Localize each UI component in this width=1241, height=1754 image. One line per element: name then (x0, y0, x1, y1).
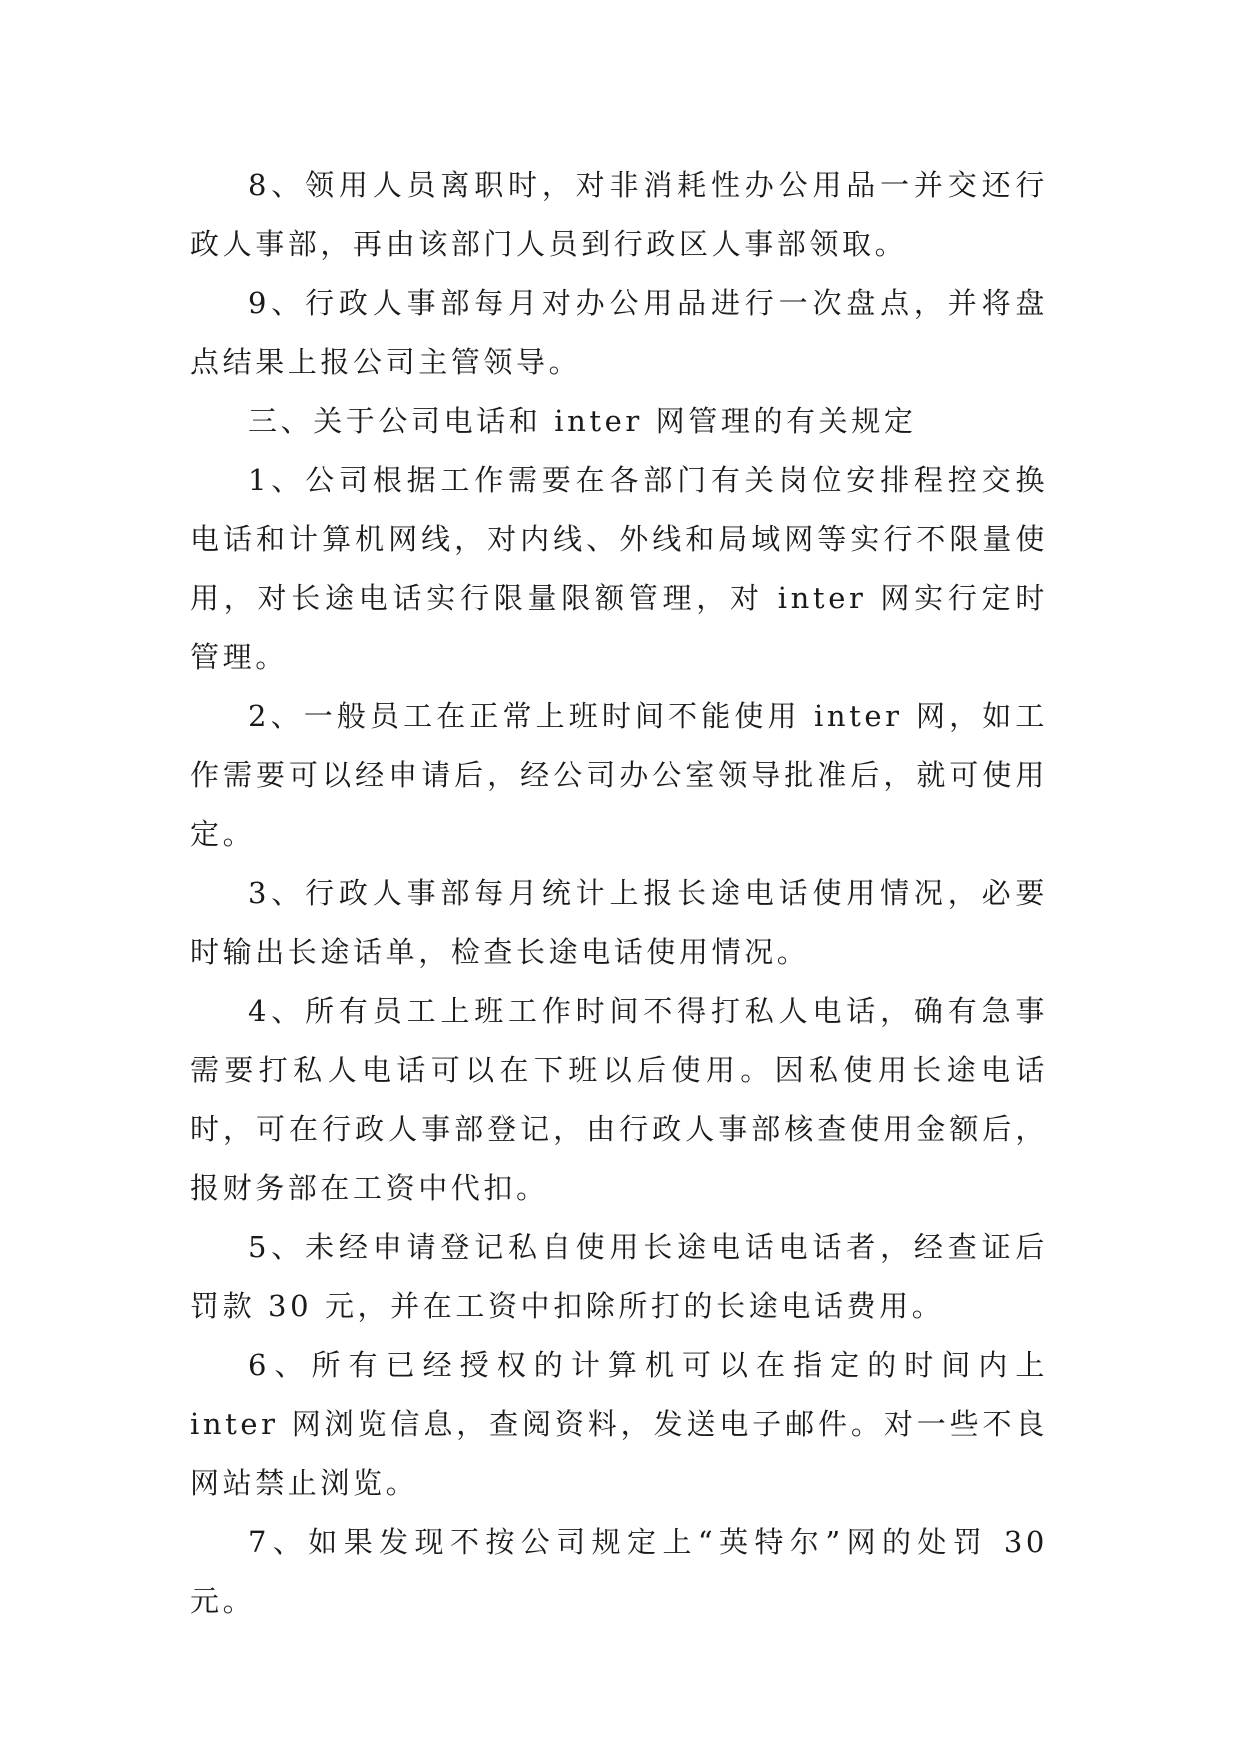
paragraph-item-9: 9、行政人事部每月对办公用品进行一次盘点，并将盘点结果上报公司主管领导。 (190, 286, 1048, 379)
document-body (190, 156, 1048, 1631)
paragraph-rule-4: 4、所有员工上班工作时间不得打私人电话，确有急事需要打私人电话可以在下班以后使用。因私使用长途电话时，可在行政人事部登记，由行政人事部核查使用金额后，报财务部在工资中代扣。 (190, 994, 1048, 1205)
paragraph-rule-5: 5、未经申请登记私自使用长途电话电话者，经查证后罚款 30 元，并在工资中扣除所打的长途电话费用。 (190, 1230, 1048, 1323)
paragraph-rule-3: 3、行政人事部每月统计上报长途电话使用情况，必要时输出长途话单，检查长途电话使用情况。 (190, 876, 1048, 969)
paragraph-rule-7: 7、如果发现不按公司规定上“英特尔”网的处罚 30 元。 (190, 1525, 1048, 1618)
paragraph-rule-6: 6、所有已经授权的计算机可以在指定的时间内上 inter 网浏览信息，查阅资料，发送电子邮件。对一些不良网站禁止浏览。 (190, 1348, 1048, 1500)
paragraph-rule-1: 1、公司根据工作需要在各部门有关岗位安排程控交换电话和计算机网线，对内线、外线和局域网等实行不限量使用，对长途电话实行限量限额管理，对 inter 网实行定时管理。 (190, 463, 1048, 674)
paragraph-rule-2: 2、一般员工在正常上班时间不能使用 inter 网，如工作需要可以经申请后，经公司办公室领导批准后，就可使用定。 (190, 699, 1048, 851)
section-heading-3: 三、关于公司电话和 inter 网管理的有关规定 (248, 404, 917, 438)
paragraph-item-8: 8、领用人员离职时，对非消耗性办公用品一并交还行政人事部，再由该部门人员到行政区人事部领取。 (190, 168, 1048, 261)
